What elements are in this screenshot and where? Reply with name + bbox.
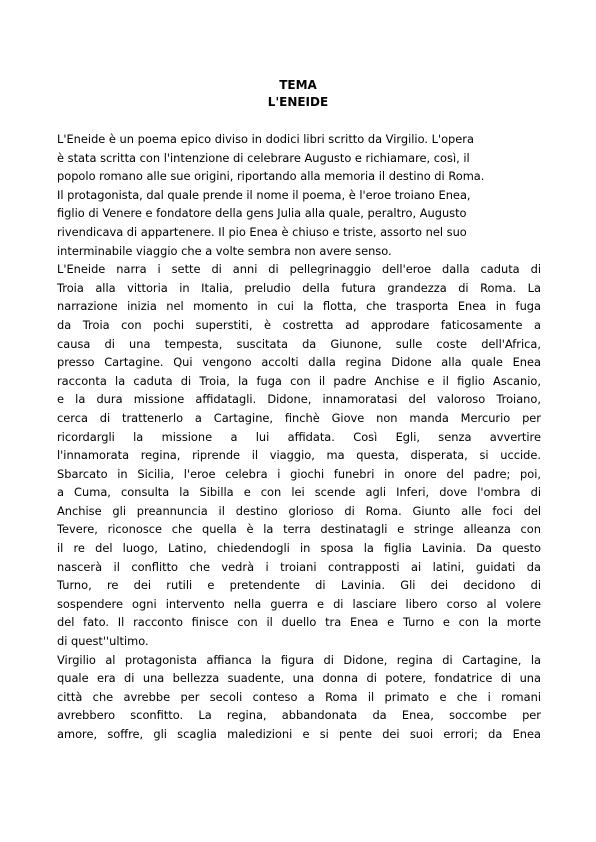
text-line: da Troia con pochi superstiti, è costretta ad approdare faticosamente a <box>57 317 541 332</box>
text-line: presso Cartagine. Qui vengono accolti dalla regina Didone alla quale Enea <box>57 355 541 370</box>
text-line: Sbarcato in Sicilia, l'eroe celebra i giochi funebri in onore del padre; poi, <box>57 466 541 481</box>
text-line: L'Eneide narra i sette di anni di pellegrinaggio dell'eroe dalla caduta di <box>57 262 541 277</box>
text-line: narrazione inizia nel momento in cui la flotta, che trasporta Enea in fuga <box>57 299 541 314</box>
text-line: Turno, re dei rutili e pretendente di Lavinia. Gli dei decidono di <box>57 578 541 593</box>
document-subtitle: L'ENEIDE <box>267 95 329 109</box>
document-body <box>57 130 541 744</box>
text-line: Troia alla vittoria in Italia, preludio della futura grandezza di Roma. La <box>57 280 541 295</box>
text-line: Anchise gli preannuncia il destino glorioso di Roma. Giunto alle foci del <box>57 503 541 518</box>
text-line: di quest''ultimo. <box>57 634 149 649</box>
text-line: figlio di Venere e fondatore della gens Julia alla quale, peraltro, Augusto <box>57 206 467 221</box>
text-line: cerca di trattenerlo a Cartagine, finchè Giove non manda Mercurio per <box>57 410 541 425</box>
text-line: avrebbero sconfitto. La regina, abbandonata da Enea, soccombe per <box>57 708 541 723</box>
text-line: racconta la caduta di Troia, la fuga con il padre Anchise e il figlio Ascanio, <box>57 373 541 388</box>
text-line: L'Eneide è un poema epico diviso in dodici libri scritto da Virgilio. L'opera <box>57 132 474 146</box>
text-line: Virgilio al protagonista affianca la figura di Didone, regina di Cartagine, la <box>57 652 541 667</box>
text-line: e la dura missione affidatagli. Didone, innamoratasi del valoroso Troiano, <box>57 392 541 407</box>
text-line: Tevere, riconosce che quella è la terra destinatagli e stringe alleanza con <box>57 522 541 537</box>
text-line: città che avrebbe per secoli conteso a Roma il primato e che i romani <box>57 689 541 704</box>
text-line: popolo romano alle sue origini, riportando alla memoria il destino di Roma. <box>57 169 485 184</box>
text-line: il re del luogo, Latino, chiedendogli in sposa la figlia Lavinia. Da questo <box>57 541 541 556</box>
text-line: Il protagonista, dal quale prende il nome il poema, è l'eroe troiano Enea, <box>57 187 471 202</box>
text-line: è stata scritta con l'intenzione di celebrare Augusto e richiamare, così, il <box>57 150 470 165</box>
text-line: ricordargli la missione a lui affidata. Così Egli, senza avvertire <box>57 429 541 444</box>
document-title: TEMA <box>279 78 317 92</box>
text-line: del fato. Il racconto finisce con il duello tra Enea e Turno e con la morte <box>57 615 541 630</box>
text-line: rivendicava di appartenere. Il pio Enea è chiuso e triste, assorto nel suo <box>57 224 467 239</box>
text-line: sospendere ogni intervento nella guerra e di lasciare libero corso al volere <box>57 596 541 611</box>
text-line: a Cuma, consulta la Sibilla e con lei scende agli Inferi, dove l'ombra di <box>57 485 541 500</box>
text-line: causa di una tempesta, suscitata da Giunone, sulle coste dell'Africa, <box>57 336 541 351</box>
text-line: amore, soffre, gli scaglia maledizioni e si pente dei suoi errori; da Enea <box>57 727 541 741</box>
text-line: nascerà il conflitto che vedrà i troiani contrapposti ai latini, guidati da <box>57 559 541 574</box>
text-line: quale era di una bellezza suadente, una donna di potere, fondatrice di una <box>57 671 541 686</box>
text-line: interminabile viaggio che a volte sembra non avere senso. <box>57 243 392 258</box>
text-line: l'innamorata regina, riprende il viaggio, ma questa, disperata, si uccide. <box>57 448 541 463</box>
